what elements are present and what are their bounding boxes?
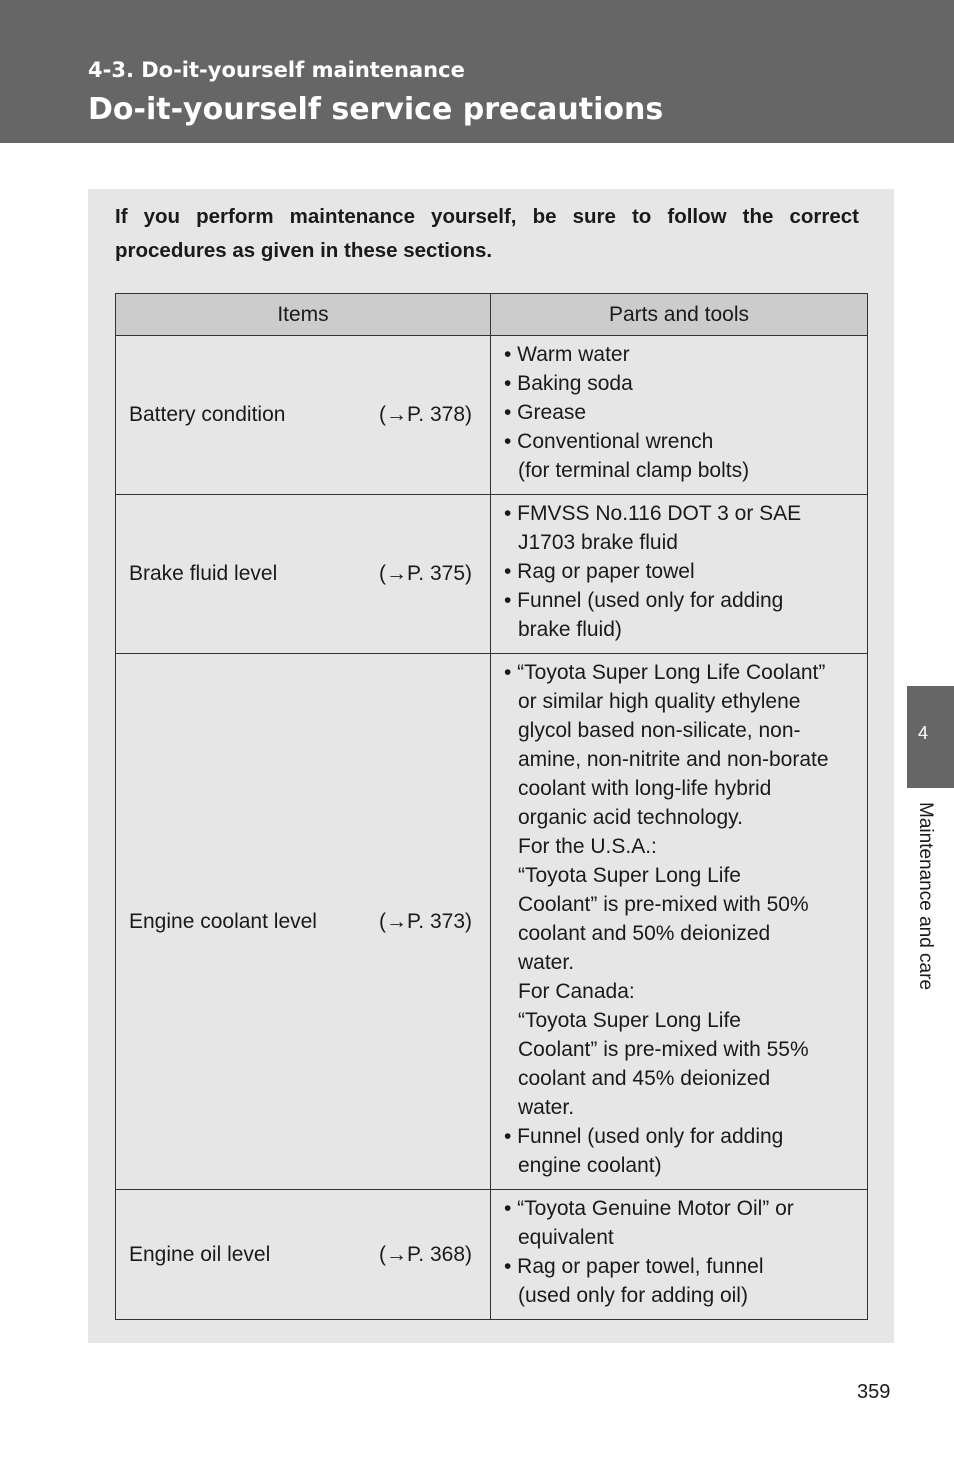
parts-line: • Funnel (used only for adding [504, 1125, 784, 1148]
parts-line: engine coolant) [518, 1154, 662, 1177]
chapter-tab [907, 686, 954, 788]
parts-line: glycol based non-silicate, non- [518, 719, 801, 742]
parts-table [115, 293, 868, 1320]
item-name: Engine oil level [129, 1242, 271, 1266]
item-name: Engine coolant level [129, 909, 317, 933]
parts-line: • FMVSS No.116 DOT 3 or SAE [504, 502, 802, 525]
page-reference: (→P. 368) [379, 1242, 472, 1266]
parts-cell [491, 654, 868, 1190]
section-title: 4-3. Do-it-yourself maintenance [88, 58, 465, 82]
parts-line: organic acid technology. [518, 806, 743, 829]
parts-line: equivalent [518, 1226, 614, 1249]
table-row [116, 654, 868, 1190]
parts-line: • Warm water [504, 343, 630, 366]
parts-cell [491, 1190, 868, 1320]
parts-cell [491, 495, 868, 654]
parts-line: • Rag or paper towel, funnel [504, 1255, 764, 1278]
parts-line: • Rag or paper towel [504, 560, 695, 583]
parts-line: • “Toyota Genuine Motor Oil” or [504, 1197, 794, 1220]
parts-line: “Toyota Super Long Life [518, 1009, 741, 1032]
parts-line: coolant and 50% deionized [518, 922, 771, 945]
column-header-parts: Parts and tools [491, 294, 868, 336]
parts-line: coolant and 45% deionized [518, 1067, 771, 1090]
parts-line: water. [518, 1096, 575, 1119]
item-cell [116, 495, 491, 654]
parts-line: or similar high quality ethylene [518, 690, 801, 713]
item-name: Battery condition [129, 403, 286, 426]
table-row [116, 336, 868, 495]
parts-line: Coolant” is pre-mixed with 55% [518, 1038, 809, 1061]
page-reference: (→P. 373) [379, 909, 472, 933]
parts-line: • Grease [504, 401, 587, 424]
parts-line: (for terminal clamp bolts) [518, 459, 750, 482]
parts-line: water. [518, 951, 575, 974]
intro-text: If you perform maintenance yourself, be sure to follow the correct procedures as given in these sections. [115, 205, 859, 262]
item-cell [116, 654, 491, 1190]
column-header-items: Items [116, 294, 491, 336]
page-title: Do-it-yourself service precautions [88, 92, 664, 127]
parts-line: coolant with long-life hybrid [518, 777, 772, 800]
item-cell [116, 1190, 491, 1320]
page-number: 359 [857, 1381, 891, 1403]
chapter-label: Maintenance and care [915, 802, 936, 991]
page-reference: (→P. 378) [379, 403, 472, 426]
parts-cell [491, 336, 868, 495]
parts-line: Coolant” is pre-mixed with 50% [518, 893, 809, 916]
parts-line: • “Toyota Super Long Life Coolant” [504, 661, 826, 684]
parts-line: brake fluid) [518, 618, 622, 641]
item-name: Brake fluid level [129, 562, 278, 585]
parts-line: • Baking soda [504, 372, 633, 395]
chapter-number: 4 [918, 723, 929, 743]
parts-line: J1703 brake fluid [518, 531, 678, 554]
table-row [116, 495, 868, 654]
parts-line: (used only for adding oil) [518, 1284, 748, 1307]
parts-line: • Conventional wrench [504, 430, 714, 453]
parts-line: For the U.S.A.: [518, 835, 657, 858]
item-cell [116, 336, 491, 495]
parts-line: “Toyota Super Long Life [518, 864, 741, 887]
parts-line: For Canada: [518, 980, 635, 1003]
page-reference: (→P. 375) [379, 562, 472, 585]
table-row [116, 1190, 868, 1320]
parts-line: • Funnel (used only for adding [504, 589, 784, 612]
table-header-row [116, 294, 868, 336]
page-header [0, 0, 954, 143]
parts-line: amine, non-nitrite and non-borate [518, 748, 829, 771]
